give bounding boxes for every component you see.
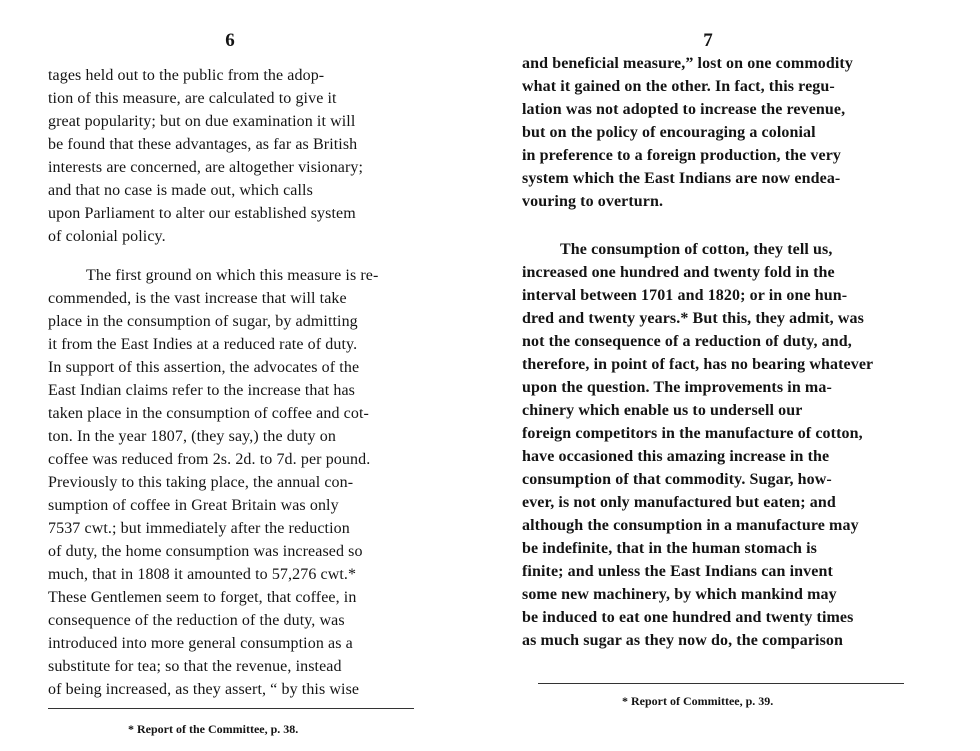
text-line-right: chinery which enable us to undersell our: [522, 402, 803, 419]
text-line-left: sumption of coffee in Great Britain was only: [48, 497, 339, 514]
text-line-left: These Gentlemen seem to forget, that coffee, in: [48, 589, 357, 606]
text-line-right: some new machinery, by which mankind may: [522, 586, 837, 603]
text-line-left: of colonial policy.: [48, 228, 166, 245]
text-line-left: commended, is the vast increase that will take: [48, 290, 347, 307]
text-line-left: interests are concerned, are altogether visionary;: [48, 159, 364, 176]
text-line-right: be induced to eat one hundred and twenty times: [522, 609, 854, 626]
text-line-right: finite; and unless the East Indians can invent: [522, 563, 833, 580]
text-line-left: be found that these advantages, as far as British: [48, 136, 358, 153]
text-line-left: consequence of the reduction of the duty, was: [48, 612, 345, 629]
text-line-left: Previously to this taking place, the annual con-: [48, 474, 354, 491]
text-line-left: ton. In the year 1807, (they say,) the duty on: [48, 428, 336, 445]
text-line-left: much, that in 1808 it amounted to 57,276 cwt.*: [48, 566, 357, 583]
text-line-left: introduced into more general consumption as a: [48, 635, 353, 652]
text-line-left: In support of this assertion, the advocates of the: [48, 359, 360, 376]
text-line-right: foreign competitors in the manufacture of cotton,: [522, 425, 863, 442]
text-line-right: have occasioned this amazing increase in the: [522, 448, 830, 465]
text-line-left: East Indian claims refer to the increase that has: [48, 382, 355, 399]
text-line-left: taken place in the consumption of coffee and cot-: [48, 405, 369, 422]
text-line-right: system which the East Indians are now endea-: [522, 170, 841, 187]
text-line-right: what it gained on the other. In fact, this regu-: [522, 78, 835, 95]
text-line-right: vouring to overturn.: [522, 193, 664, 210]
text-line-left: tion of this measure, are calculated to give it: [48, 90, 337, 107]
text-line-right: increased one hundred and twenty fold in the: [522, 264, 835, 281]
text-line-left: coffee was reduced from 2s. 2d. to 7d. per pound.: [48, 451, 371, 468]
text-line-left: and that no case is made out, which calls: [48, 182, 313, 199]
text-line-right: although the consumption in a manufacture may: [522, 517, 859, 534]
text-line-left: great popularity; but on due examination it will: [48, 113, 356, 130]
page-number-right: 7: [703, 30, 713, 51]
text-line-left: substitute for tea; so that the revenue, instead: [48, 658, 342, 675]
text-line-right: upon the question. The improvements in ma-: [522, 379, 832, 396]
footnote-rule-right: [538, 683, 904, 684]
text-line-left: The first ground on which this measure is re-: [86, 267, 379, 284]
text-line-right: The consumption of cotton, they tell us,: [560, 241, 833, 258]
text-line-right: and beneficial measure,” lost on one commodity: [522, 55, 853, 72]
page-number-left: 6: [225, 30, 235, 51]
text-line-right: but on the policy of encouraging a colonial: [522, 124, 816, 141]
text-line-right: not the consequence of a reduction of duty, and,: [522, 333, 852, 350]
text-line-right: lation was not adopted to increase the revenue,: [522, 101, 846, 118]
text-line-right: consumption of that commodity. Sugar, how-: [522, 471, 832, 488]
text-line-left: place in the consumption of sugar, by admitting: [48, 313, 358, 330]
text-line-right: in preference to a foreign production, the very: [522, 147, 842, 164]
text-line-right: dred and twenty years.* But this, they admit, was: [522, 310, 864, 327]
text-line-left: it from the East Indies at a reduced rate of duty.: [48, 336, 358, 353]
text-line-right: interval between 1701 and 1820; or in one hun-: [522, 287, 848, 304]
footnote-rule-left: [48, 708, 414, 709]
text-line-left: 7537 cwt.; but immediately after the reduction: [48, 520, 350, 537]
footnote-left: * Report of the Committee, p. 38.: [128, 722, 299, 736]
text-line-right: ever, is not only manufactured but eaten; and: [522, 494, 836, 511]
text-line-right: be indefinite, that in the human stomach is: [522, 540, 817, 557]
footnote-right: * Report of Committee, p. 39.: [622, 694, 774, 708]
text-line-left: of being increased, as they assert, “ by this wise: [48, 681, 360, 698]
text-line-left: tages held out to the public from the adop-: [48, 67, 325, 84]
text-line-left: of duty, the home consumption was increased so: [48, 543, 363, 560]
text-line-left: upon Parliament to alter our established system: [48, 205, 356, 222]
text-line-right: as much sugar as they now do, the comparison: [522, 632, 844, 649]
text-line-right: therefore, in point of fact, has no bearing whatever: [522, 356, 874, 373]
